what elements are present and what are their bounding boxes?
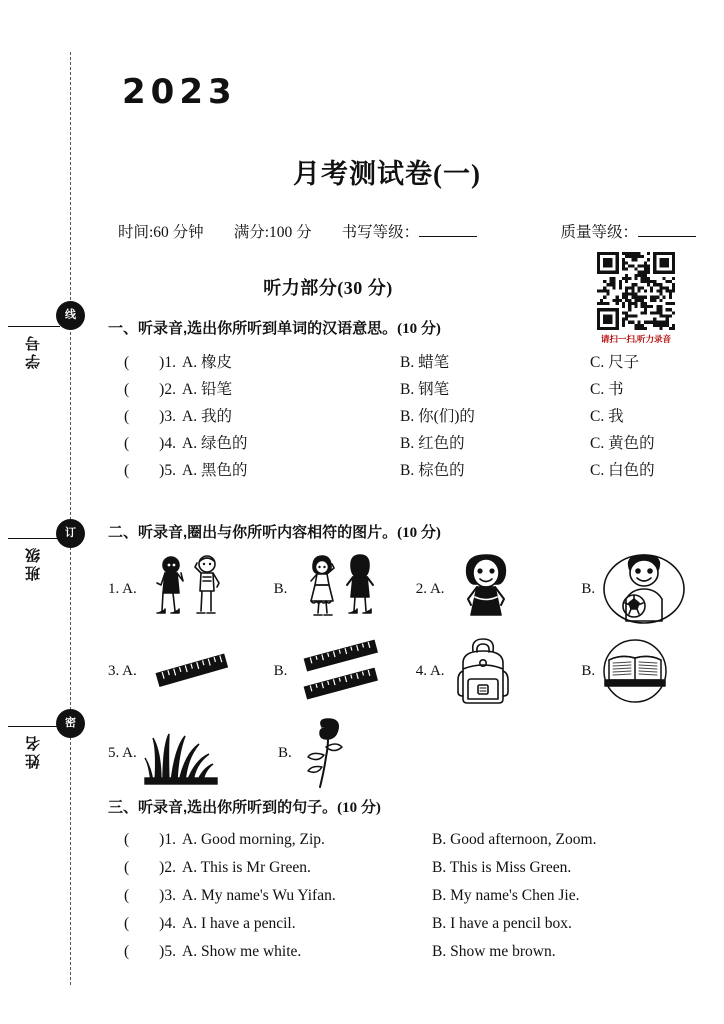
answer-blank[interactable]: ( )5. xyxy=(124,462,176,479)
picture-option-a[interactable] xyxy=(108,553,274,625)
picture-option-b[interactable] xyxy=(278,717,408,789)
option-a[interactable]: A. My name's Wu Yifan. xyxy=(182,887,336,904)
handwriting-grade-label: 书写等级： xyxy=(341,224,420,241)
illustration-open-book xyxy=(601,638,669,704)
section-two-picture-area xyxy=(108,548,708,794)
option-b[interactable]: B. 你(们)的 xyxy=(400,408,475,425)
option-a[interactable]: A. 黑色的 xyxy=(182,462,248,479)
answer-blank[interactable]: ( )1. xyxy=(124,354,176,371)
picture-row xyxy=(108,630,708,712)
section-three-question-list xyxy=(124,831,684,971)
option-b[interactable]: B. This is Miss Green. xyxy=(432,859,572,876)
answer-blank[interactable]: ( )2. xyxy=(124,859,176,876)
illustration-two-rulers xyxy=(293,638,393,704)
picture-option-a[interactable] xyxy=(108,720,278,786)
option-c[interactable]: C. 尺子 xyxy=(590,354,640,371)
choice-row xyxy=(124,431,684,458)
section-one-heading-text: 一、听录音,选出你所听到单词的汉语意思。 xyxy=(108,320,398,337)
option-c[interactable]: C. 我 xyxy=(590,408,624,425)
answer-blank[interactable]: ( )2. xyxy=(124,381,176,398)
option-c[interactable]: C. 白色的 xyxy=(590,462,655,479)
qr-code-image[interactable] xyxy=(597,252,675,330)
picture-option-a[interactable] xyxy=(108,644,274,698)
answer-blank[interactable]: ( )3. xyxy=(124,408,176,425)
answer-blank[interactable]: ( )4. xyxy=(124,915,176,932)
option-a[interactable]: A. Good morning, Zip. xyxy=(182,831,325,848)
handwriting-grade-blank[interactable] xyxy=(419,224,477,237)
option-b[interactable]: B. 棕色的 xyxy=(400,462,465,479)
picture-option-b[interactable] xyxy=(581,553,708,625)
picture-option-b[interactable] xyxy=(581,638,708,704)
picture-option-label: 3. A. xyxy=(108,662,137,679)
illustration-girl-in-dress xyxy=(451,553,521,625)
illustration-rose-flower xyxy=(298,717,358,789)
option-b[interactable]: B. Good afternoon, Zoom. xyxy=(432,831,597,848)
handwriting-grade-field xyxy=(342,220,478,242)
option-c[interactable]: C. 书 xyxy=(590,381,624,398)
option-a[interactable]: A. 铅笔 xyxy=(182,381,232,398)
section-three-heading xyxy=(108,796,381,817)
exam-duration: 时间:60 分钟 xyxy=(118,224,204,241)
choice-row xyxy=(124,350,684,377)
illustration-schoolbag xyxy=(451,635,515,707)
picture-option-label: 5. A. xyxy=(108,744,137,761)
picture-option-a[interactable] xyxy=(416,635,582,707)
picture-option-label: B. xyxy=(581,580,596,597)
sentence-row xyxy=(124,887,684,915)
picture-option-label: B. xyxy=(581,662,596,679)
quality-grade-blank[interactable] xyxy=(638,224,696,237)
seal-field-class-label: 班级 xyxy=(26,545,42,582)
seal-field-class xyxy=(8,512,42,608)
seal-field-student-id-label: 学号 xyxy=(26,333,42,370)
option-a[interactable]: A. 橡皮 xyxy=(182,354,232,371)
option-b[interactable]: B. Show me brown. xyxy=(432,943,556,960)
picture-option-label: B. xyxy=(273,580,288,597)
picture-option-label: 1. A. xyxy=(108,580,137,597)
option-a[interactable]: A. 绿色的 xyxy=(182,435,248,452)
section-one-heading xyxy=(108,317,441,338)
picture-option-b[interactable] xyxy=(274,638,401,704)
illustration-boy-with-ball xyxy=(601,553,687,625)
answer-blank[interactable]: ( )5. xyxy=(124,943,176,960)
option-a[interactable]: A. Show me white. xyxy=(182,943,302,960)
illustration-grass xyxy=(143,720,221,786)
option-b[interactable]: B. 红色的 xyxy=(400,435,465,452)
qr-code-block[interactable] xyxy=(588,252,684,345)
option-b[interactable]: B. My name's Chen Jie. xyxy=(432,887,580,904)
section-one-question-list xyxy=(124,350,684,485)
seal-field-name xyxy=(8,700,42,796)
section-three-heading-text: 三、听录音,选出你所听到的句子。 xyxy=(108,799,338,816)
picture-option-label: 2. A. xyxy=(415,580,445,597)
section-two-heading-text: 二、听录音,圈出与你所听内容相符的图片。 xyxy=(108,524,398,541)
picture-option-b[interactable] xyxy=(274,553,401,625)
picture-option-label: 4. A. xyxy=(415,662,445,679)
seal-field-class-rule[interactable] xyxy=(8,539,60,540)
section-one-points: (10 分) xyxy=(397,321,441,337)
exam-meta-row xyxy=(118,220,696,242)
picture-row xyxy=(108,712,708,794)
section-two-heading xyxy=(108,521,441,542)
sentence-row xyxy=(124,859,684,887)
illustration-two-girls-waving xyxy=(293,553,389,625)
illustration-two-boys-waving xyxy=(143,553,239,625)
page-title: 月考测试卷(一) xyxy=(293,159,481,189)
option-a[interactable]: A. 我的 xyxy=(182,408,232,425)
seal-badge-line: 线 xyxy=(56,301,85,330)
answer-blank[interactable]: ( )4. xyxy=(124,435,176,452)
illustration-one-ruler xyxy=(143,644,239,698)
seal-field-name-label: 姓名 xyxy=(26,733,42,770)
choice-row xyxy=(124,377,684,404)
option-b[interactable]: B. 蜡笔 xyxy=(400,354,450,371)
picture-option-a[interactable] xyxy=(416,553,582,625)
picture-row xyxy=(108,548,708,630)
option-a[interactable]: A. I have a pencil. xyxy=(182,915,296,932)
seal-badge-seal: 密 xyxy=(56,709,85,738)
seal-badge-bind: 订 xyxy=(56,519,85,548)
choice-row xyxy=(124,404,684,431)
sentence-row xyxy=(124,915,684,943)
seal-field-name-rule[interactable] xyxy=(8,727,60,728)
seal-field-student-id xyxy=(8,300,42,396)
quality-grade-field xyxy=(560,220,696,242)
answer-blank[interactable]: ( )3. xyxy=(124,887,176,904)
choice-row xyxy=(124,458,684,485)
exam-full-score: 满分:100 分 xyxy=(233,224,312,241)
option-a[interactable]: A. This is Mr Green. xyxy=(182,859,311,876)
listening-part-heading: 听力部分(30 分) xyxy=(263,278,393,298)
quality-grade-label: 质量等级： xyxy=(560,224,638,241)
option-b[interactable]: B. 钢笔 xyxy=(400,381,450,398)
sentence-row xyxy=(124,831,684,859)
option-c[interactable]: C. 黄色的 xyxy=(590,435,655,452)
option-b[interactable]: B. I have a pencil box. xyxy=(432,915,572,932)
picture-option-label: B. xyxy=(273,662,288,679)
section-two-points: (10 分) xyxy=(397,525,441,541)
seal-field-student-id-rule[interactable] xyxy=(8,327,60,328)
answer-blank[interactable]: ( )1. xyxy=(124,831,176,848)
qr-code-caption: 请扫一扫,听力录音 xyxy=(600,334,672,344)
picture-option-label: B. xyxy=(278,744,292,761)
section-three-points: (10 分) xyxy=(337,800,381,816)
exam-year: 2023 xyxy=(122,72,237,112)
sentence-row xyxy=(124,943,684,971)
